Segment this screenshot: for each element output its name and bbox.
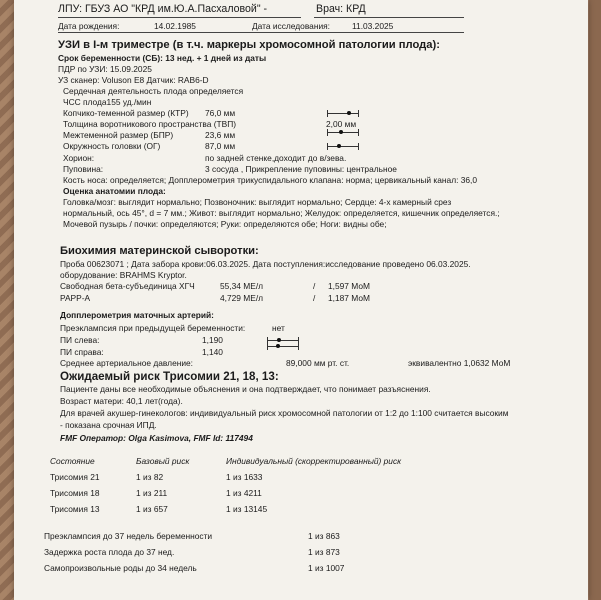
risk-consent: Пациенте даны все необходимые объяснения и она подтверждает, что понимает разъяснения. — [60, 384, 431, 394]
pi-right-label: ПИ справа: — [60, 347, 104, 357]
mean-pressure-equiv: эквивалентно 1,0632 МоМ — [408, 358, 511, 368]
chorion-label: Хорион: — [63, 153, 95, 163]
biochem-pappa-mom: 1,187 МоМ — [328, 293, 370, 303]
biochem-hcg-label: Свободная бета-субъединица ХГЧ — [60, 281, 195, 291]
risk-growth-restriction-value: 1 из 873 — [308, 547, 340, 557]
background-right — [589, 0, 601, 600]
heart-activity: Сердечная деятельность плода определяется — [63, 86, 244, 96]
umbilical-cord-label: Пуповина: — [63, 164, 104, 174]
ktr-percentile-scale — [327, 110, 359, 116]
biochem-pappa-value: 4,729 МЕ/л — [220, 293, 264, 303]
preeclampsia-history-label: Преэклампсия при предыдущей беременности: — [60, 323, 246, 333]
risk-row-t21-base: 1 из 82 — [136, 472, 164, 482]
measure-og-label: Окружность головки (ОГ) — [63, 141, 161, 151]
report-sheet — [14, 0, 588, 600]
measure-tvp-value: 2,00 мм — [326, 119, 357, 129]
uzi-title: УЗИ в I-м триместре (в т.ч. маркеры хромосомной патологии плода): — [58, 39, 440, 51]
biochem-pappa-sep: / — [313, 293, 316, 303]
risk-preeclampsia-label: Преэклампсия до 37 недель беременности — [44, 531, 213, 541]
mean-pressure-value: 89,000 мм рт. ст. — [286, 358, 350, 368]
risk-indication: - показана срочная ИПД. — [60, 420, 157, 430]
anatomy-line-3: Мочевой пузырь / почки: определяются; Руки: определяются обе; Ноги: видны обе; — [63, 219, 387, 229]
biochem-hcg-value: 55,34 МЕ/л — [220, 281, 264, 291]
measure-ktr-label: Копчико-теменной размер (КТР) — [63, 108, 189, 118]
biochem-pappa-label: PAPP-A — [60, 293, 91, 303]
tvp-percentile-scale — [327, 129, 359, 135]
risk-growth-restriction-label: Задержка роста плода до 37 нед. — [44, 547, 175, 557]
scanner-info: УЗ сканер: Voluson E8 Датчик: RAB6-D — [58, 75, 209, 85]
risk-preterm-birth-label: Самопроизвольные роды до 34 недель — [44, 563, 197, 573]
exam-date-label: Дата исследования: — [252, 21, 331, 31]
biochem-sample: Проба 00623071 ; Дата забора крови:06.03.2025. Дата поступления:исследование проведено 06.03.2025. — [60, 259, 471, 269]
header-underline-lpu — [58, 17, 301, 18]
risk-header-individual: Индивидуальный (скорректированный) риск — [226, 456, 402, 466]
risk-row-t13-individual: 1 из 13145 — [226, 504, 268, 514]
risk-row-t21-condition: Трисомия 21 — [50, 472, 100, 482]
doctor-name: Врач: КРД — [316, 3, 366, 15]
anatomy-line-2: нормальный, ось 45°, d = 7 мм.; Живот: выглядит нормально; Желудок: определяется, кишечник определяется.; — [63, 208, 500, 218]
umbilical-cord-value: 3 сосуда , Прикрепление пуповины: центральное — [205, 164, 397, 174]
exam-date-value: 11.03.2025 — [352, 21, 394, 31]
chorion-value: по задней стенке,доходит до в/зева. — [205, 153, 347, 163]
risk-header-base: Базовый риск — [136, 456, 190, 466]
biochem-hcg-mom: 1,597 МоМ — [328, 281, 370, 291]
pi-right-scale — [267, 343, 299, 349]
pregnancy-term: Срок беременности (СБ): 13 нед. + 1 дней из даты — [58, 53, 267, 63]
header-underline-doctor — [314, 17, 464, 18]
maternal-age: Возраст матери: 40,1 лет(года). — [60, 396, 183, 406]
measure-bpr-value: 23,6 мм — [205, 130, 236, 140]
doppler-title: Допплерометрия маточных артерий: — [60, 310, 214, 320]
mean-pressure-label: Среднее артериальное давление: — [60, 358, 194, 368]
risk-row-t13-base: 1 из 657 — [136, 504, 168, 514]
measure-ktr-value: 76,0 мм — [205, 108, 236, 118]
anatomy-title: Оценка анатомии плода: — [63, 186, 166, 196]
risk-header-condition: Состояние — [50, 456, 95, 466]
fmf-operator: FMF Оператор: Olga Kasimova, FMF Id: 117494 — [60, 433, 253, 443]
biochem-hcg-sep: / — [313, 281, 316, 291]
nasal-bone-line: Кость носа: определяется; Допплерометрия трикуспидального клапана: норма; цервикальный канал: 36,0 — [63, 175, 478, 185]
biochem-equipment: оборудование: BRAHMS Kryptor. — [60, 270, 187, 280]
risk-row-t18-individual: 1 из 4211 — [226, 488, 262, 498]
risk-title: Ожидаемый риск Трисомии 21, 18, 13: — [60, 370, 279, 383]
birth-date-value: 14.02.1985 — [154, 21, 196, 31]
fetal-heart-rate: ЧСС плода155 уд./мин — [63, 97, 152, 107]
og-percentile-scale — [327, 143, 359, 149]
risk-preeclampsia-value: 1 из 863 — [308, 531, 340, 541]
pi-left-label: ПИ слева: — [60, 335, 100, 345]
lpu-name: ЛПУ: ГБУЗ АО "КРД им.Ю.А.Пасхаловой" - — [58, 3, 268, 15]
biochem-title: Биохимия материнской сыворотки: — [60, 245, 259, 257]
risk-row-t18-base: 1 из 211 — [136, 488, 168, 498]
pi-right-value: 1,140 — [202, 347, 223, 357]
risk-row-t21-individual: 1 из 1633 — [226, 472, 263, 482]
measure-og-value: 87,0 мм — [205, 141, 236, 151]
risk-row-t18-condition: Трисомия 18 — [50, 488, 100, 498]
header-underline-dates — [58, 32, 464, 33]
birth-date-label: Дата рождения: — [58, 21, 120, 31]
pdr-uzi: ПДР по УЗИ: 15.09.2025 — [58, 64, 152, 74]
risk-row-t13-condition: Трисомия 13 — [50, 504, 100, 514]
measure-tvp-label: Толщина воротникового пространства (ТВП) — [63, 119, 237, 129]
risk-preterm-birth-value: 1 из 1007 — [308, 563, 345, 573]
pi-left-value: 1,190 — [202, 335, 223, 345]
risk-threshold-note: Для врачей акушер-гинекологов: индивидуальный риск хромосомной патологии от 1:2 до 1:100 считается высоким — [60, 408, 509, 418]
preeclampsia-history-value: нет — [272, 323, 285, 333]
measure-bpr-label: Межтеменной размер (БПР) — [63, 130, 174, 140]
anatomy-line-1: Головка/мозг: выглядит нормально; Позвоночник: выглядит нормально; Сердце: 4-х камерный срез — [63, 197, 452, 207]
